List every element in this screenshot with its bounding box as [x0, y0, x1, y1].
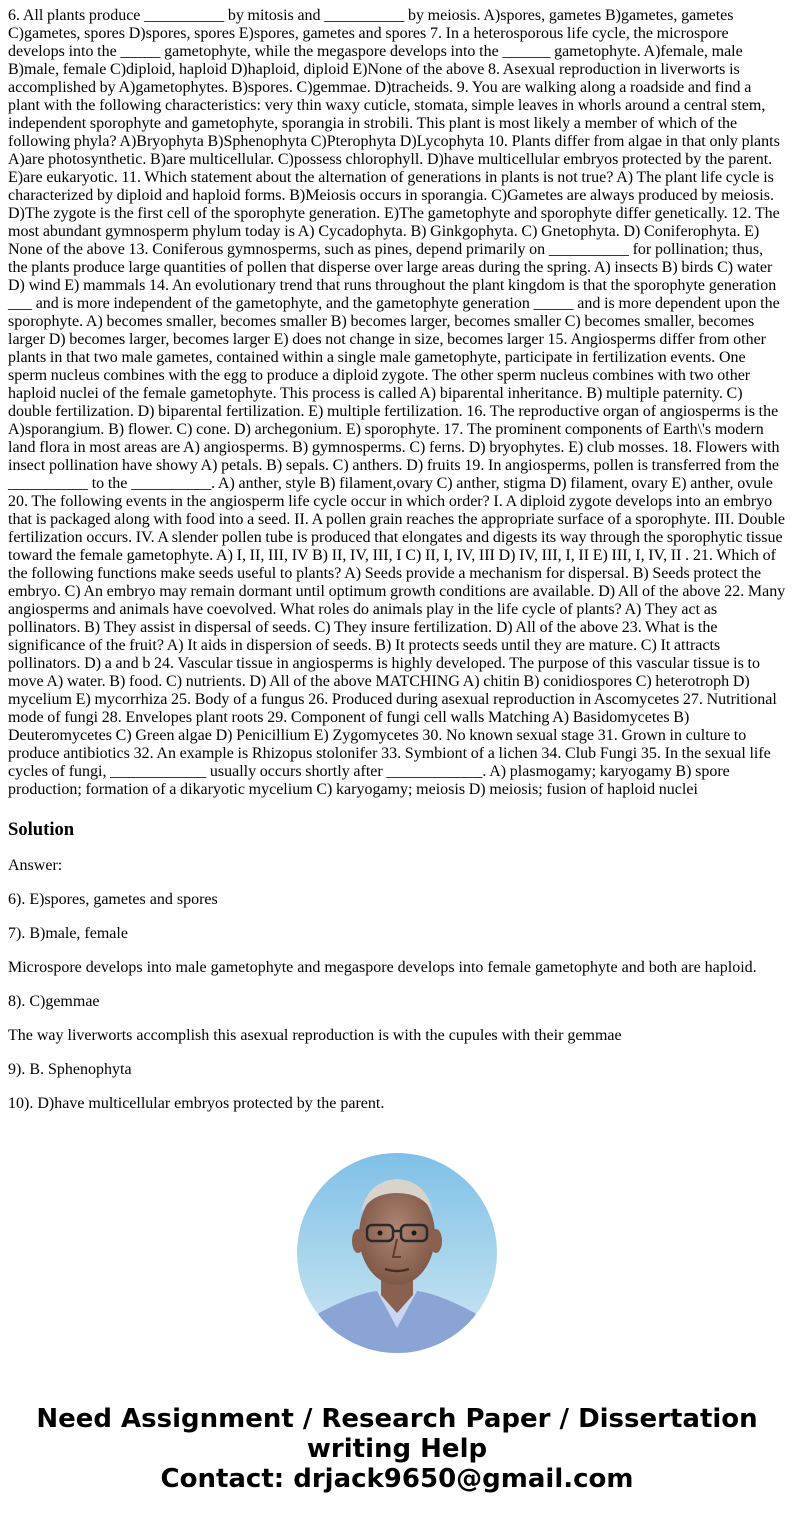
answer-9: 9). B. Sphenophyta: [8, 1061, 132, 1078]
answer-8: 8). C)gemmae: [8, 993, 100, 1010]
answer-6: 6). E)spores, gametes and spores: [8, 891, 218, 908]
answer-10: 10). D)have multicellular embryos protected by the parent.: [8, 1095, 385, 1112]
promo-contact-line: Contact: drjack9650@gmail.com: [160, 1464, 634, 1494]
avatar-portrait-image: [297, 1153, 497, 1353]
promo-line-1: Need Assignment / Research Paper / Dissertation: [36, 1404, 758, 1434]
answer-7-explanation: Microspore develops into male gametophyte and megaspore develops into female gametophyte and both are haploid.: [8, 959, 757, 976]
answer-8-explanation: The way liverworts accomplish this asexual reproduction is with the cupules with their gemmae: [8, 1027, 622, 1044]
promo-banner: [0, 1404, 794, 1494]
question-text: 6. All plants produce __________ by mitosis and __________ by meiosis. A)spores, gametes B)gametes, gametes C)gametes, spores D)spores, spores E)spores, gametes and spores 7. In a heterosporous life cycle, the microspore develops into the _____ gametophyte, while the megaspore develops into the ______ gametophyte. A)female, male B)male, female C)diploid, haploid D)haploid, diploid E)None of the above 8. Asexual reproduction in liverworts is accomplished by A)gametophytes. B)spores. C)gemmae. D)tracheids. 9. You are walking along a roadside and find a plant with the following characteristics: very thin waxy cuticle, stomata, simple leaves in whorls around a central stem, independent sporophyte and gametophyte, sporangia in strobili. This plant is most likely a member of which of the following phyla? A)Bryophyta B)Sphenophyta C)Pterophyta D)Lycophyta 10. Plants differ from algae in that only plants A)are photosynthetic. B)are multicellular. C)possess chlorophyll. D)have multicellular embryos protected by the parent. E)are eukaryotic. 11. Which statement about the alternation of generations in plants is not true? A) The plant life cycle is characterized by diploid and haploid forms. B)Meiosis occurs in sporangia. C)Gametes are always produced by meiosis. D)The zygote is the first cell of the sporophyte generation. E)The gametophyte and sporophyte differ genetically. 12. The most abundant gymnosperm phylum today is A) Cycadophyta. B) Ginkgophyta. C) Gnetophyta. D) Coniferophyta. E) None of the above 13. Coniferous gymnosperms, such as pines, depend primarily on __________ for pollination; thus, the plants produce large quantities of pollen that disperse over large areas during the spring. A) insects B) birds C) water D) wind E) mammals 14. An evolutionary trend that runs throughout the plant kingdom is that the sporophyte generation ___ and is more independent of the gametophyte, and the gametophyte generation _____ and is more dependent upon the sporophyte. A) becomes smaller, becomes smaller B) becomes larger, becomes smaller C) becomes smaller, becomes larger D) becomes larger, becomes larger E) does not change in size, becomes larger 15. Angiosperms differ from other plants in that two male gametes, contained within a single male gametophyte, participate in fertilization events. One sperm nucleus combines with the egg to produce a diploid zygote. The other sperm nucleus combines with two other haploid nuclei of the female gametophyte. This process is called A) biparental inheritance. B) multiple paternity. C) double fertilization. D) biparental fertilization. E) multiple fertilization. 16. The reproductive organ of angiosperms is the A)sporangium. B) flower. C) cone. D) archegonium. E) sporophyte. 17. The prominent components of Earth\'s modern land flora in most areas are A) angiosperms. B) gymnosperms. C) ferns. D) bryophytes. E) club mosses. 18. Flowers with insect pollination have showy A) petals. B) sepals. C) anthers. D) fruits 19. In angiosperms, pollen is transferred from the __________ to the __________. A) anther, style B) filament,ovary C) anther, stigma D) filament, ovary E) anther, ovule 20. The following events in the angiosperm life cycle occur in which order? I. A diploid zygote develops into an embryo that is packaged along with food into a seed. II. A pollen grain reaches the appropriate surface of a sporophyte. III. Double fertilization occurs. IV. A slender pollen tube is produced that elongates and digests its way through the sporophytic tissue toward the female gametophyte. A) I, II, III, IV B) II, IV, III, I C) II, I, IV, III D) IV, III, I, II E) III, I, IV, II . 21. Which of the following functions make seeds useful to plants? A) Seeds provide a mechanism for dispersal. B) Seeds protect the embryo. C) An embryo may remain dormant until optimum growth conditions are available. D) All of the above 22. Many angiosperms and animals have coevolved. What roles do animals play in the life cycle of plants? A) They act as pollinators. B) They assist in dispersal of seeds. C) They insure fertilization. D) All of the above 23. What is the significance of the fruit? A) It aids in dispersion of seeds. B) It protects seeds until they are mature. C) It attracts pollinators. D) a and b 24. Vascular tissue in angiosperms is highly developed. The purpose of this vascular tissue is to move A) water. B) food. C) nutrients. D) All of the above MATCHING A) chitin B) conidiospores C) heterotroph D) mycelium E) mycorrhiza 25. Body of a fungus 26. Produced during asexual reproduction in Ascomycetes 27. Nutritional mode of fungi 28. Envelopes plant roots 29. Component of fungi cell walls Matching A) Basidomycetes B) Deuteromycetes C) Green algae D) Penicillium E) Zygomycetes 30. No known sexual stage 31. Grown in culture to produce antibiotics 32. An example is Rhizopus stolonifer 33. Symbiont of a lichen 34. Club Fungi 35. In the sexual life cycles of fungi, ____________ usually occurs shortly after ____________. A) plasmogamy; karyogamy B) spore production; formation of a dikaryotic mycelium C) karyogamy; meiosis D) meiosis; fusion of haploid nuclei: [8, 7, 786, 798]
answer-7: 7). B)male, female: [8, 925, 128, 942]
promo-line-2: writing Help: [306, 1434, 488, 1464]
answer-label: Answer:: [8, 857, 63, 874]
author-avatar: [297, 1153, 497, 1353]
answer-list: [8, 857, 786, 1129]
solution-heading: Solution: [8, 819, 75, 840]
